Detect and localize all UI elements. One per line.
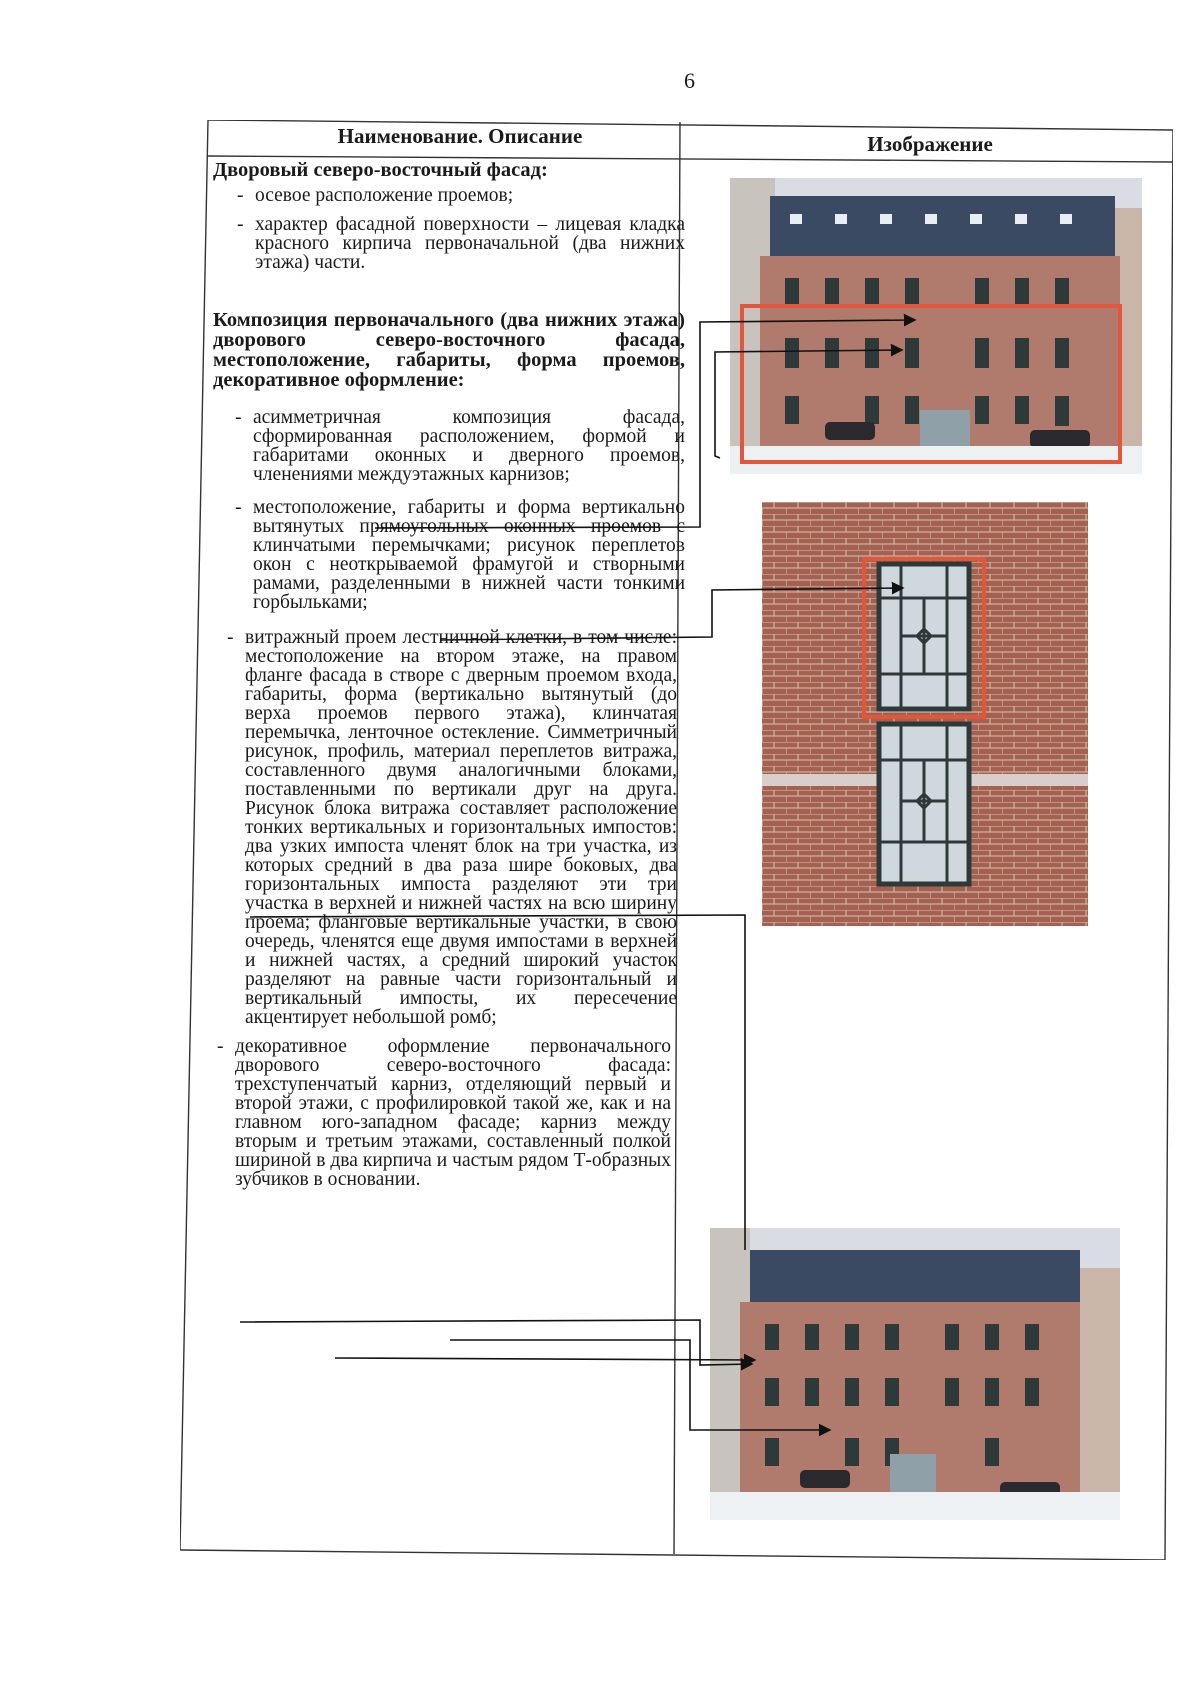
list-item-text: асимметричная композиция фасада, сформированная расположением, формой и габаритами оконных и дверного проемов, членениями междуэтажных карнизов; — [253, 407, 685, 485]
composition-title: Композиция первоначального (два нижних этажа) дворового северо-восточного фасада, местоположение, габариты, форма проемов, декоративное оформление: — [213, 309, 685, 391]
header-left: Наименование. Описание — [337, 124, 583, 148]
list-item: - местоположение, габариты и форма вертикально вытянутых прямоугольных оконных проемов с клинчатыми перемычками; рисунок переплетов окон с неоткрываемой фрамугой и створными рамами, разделенными в нижней части тонкими горбыльками; — [235, 497, 685, 613]
list-item: - асимметричная композиция фасада, сформированная расположением, формой и габаритами оконных и дверного проемов, членениями междуэтажных карнизов; — [235, 407, 685, 485]
list-item: - декоративное оформление первоначального дворового северо-восточного фасада: трехступенчатый карниз, отделяющий первый и второй этажи, с профилировкой такой же, как и на главном юго-западном фасаде; карниз между вторым и третьим этажами, составленный полкой шириной в два кирпича и частым рядом Т-образных зубчиков в основании. — [217, 1036, 671, 1190]
list-item-text: характер фасадной поверхности – лицевая кладка красного кирпича первоначальной (два нижних этажа) части. — [255, 214, 685, 273]
list-item-text: витражный проем лестничной клетки, в том числе: местоположение на втором этаже, на правом фланге фасада в створе с дверным проемом входа, габариты, форма (вертикально вытянутый (до верха проемов первого этажа), клинчатая перемычка, ленточное остекление. Симметричный рисунок, профиль, материал переплетов витража, составленного двумя аналогичными блоками, поставленными по вертикали друг на друга. Рисунок блока витража составляет расположение тонких вертикальных и горизонтальных импостов: два узких импоста членят блок на три участка, из которых средний в два раза шире боковых, два горизонтальных импоста разделяют эти три участка в верхней и нижней частях на всю ширину проема; фланговые вертикальные участки, в свою очередь, членятся еще двумя импостами в верхней и нижней частях, а средний широкий участок разделяют на равные части горизонтальный и вертикальный импосты, их пересечение акцентирует небольшой ромб; — [245, 627, 677, 1028]
list-item: - осевое расположение проемов; — [237, 185, 514, 206]
facade-title: Дворовый северо-восточный фасад: — [213, 159, 548, 181]
list-item-text: декоративное оформление первоначального дворового северо-восточного фасада: трехступенчатый карниз, отделяющий первый и второй этажи, с профилировкой такой же, как и на главном юго-западном фасаде; карниз между вторым и третьим этажами, составленный полкой шириной в два кирпича и частым рядом Т-образных зубчиков в основании. — [235, 1036, 671, 1190]
list-item-text: местоположение, габариты и форма вертикально вытянутых прямоугольных оконных проемов с клинчатыми перемычками; рисунок переплетов окон с неоткрываемой фрамугой и створными рамами, разделенными в нижней части тонкими горбыльками; — [253, 497, 685, 613]
list-item: - характер фасадной поверхности – лицевая кладка красного кирпича первоначальной (два нижних этажа) части. — [237, 214, 685, 273]
list-item: - витражный проем лестничной клетки, в том числе: местоположение на втором этаже, на правом фланге фасада в створе с дверным проемом входа, габариты, форма (вертикально вытянутый (до верха проемов первого этажа), клинчатая перемычка, ленточное остекление. Симметричный рисунок, профиль, материал переплетов витража, составленного двумя аналогичными блоками, поставленными по вертикали друг на друга. Рисунок блока витража составляет расположение тонких вертикальных и горизонтальных импостов: два узких импоста членят блок на три участка, из которых средний в два раза шире боковых, два горизонтальных импоста разделяют эти три участка в верхней и нижней частях на всю ширину проема; фланговые вертикальные участки, в свою очередь, членятся еще двумя импостами в верхней и нижней частях, а средний широкий участок разделяют на равные части горизонтальный и вертикальный импосты, их пересечение акцентирует небольшой ромб; — [227, 627, 677, 1028]
page-number: 6 — [684, 68, 695, 93]
header-right: Изображение — [867, 132, 993, 156]
list-item-text: осевое расположение проемов; — [255, 185, 514, 206]
